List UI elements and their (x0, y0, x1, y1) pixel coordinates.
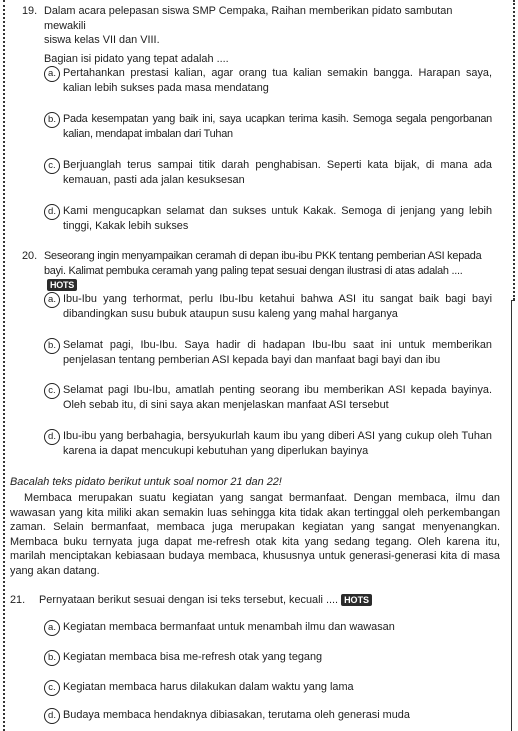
option-text: Budaya membaca hendaknya dibiasakan, terutama oleh generasi muda (63, 709, 410, 721)
question-number: 20. (22, 250, 38, 262)
speech-passage: Membaca merupakan suatu kegiatan yang sangat bermanfaat. Dengan membaca, ilmu dan wawasan yang kita miliki akan semakin luas sehingga kita tidak akan tertinggal oleh perkembangan zaman. Selain bermanfaat, membaca juga merupakan kegiatan yang sangat menyenangkan. Membaca buku ternyata juga dapat me-refresh otak kita yang sedang tegang. Oleh karena itu, marilah menciptakan kebiasaan budaya membaca, khususnya untuk generasi-generasi kita di masa yang akan datang. (10, 492, 500, 577)
option-text: Ibu-ibu yang berbahagia, bersyukurlah kaum ibu yang diberi ASI yang cukup oleh Tuhan karena ia dapat mencukupi kebutuhan yang diperlukan bayinya (63, 430, 492, 457)
option-d[interactable] (44, 204, 492, 233)
option-letter: c. (44, 383, 60, 399)
stem-line: Dalam acara pelepasan siswa SMP Cempaka, Raihan memberikan pidato sambutan mewakili (44, 5, 453, 32)
question-19 (22, 4, 492, 66)
option-b[interactable] (44, 650, 492, 665)
option-letter: c. (44, 680, 60, 696)
option-letter: a. (44, 292, 60, 308)
right-dotted-border (513, 0, 515, 300)
hots-badge: HOTS (47, 279, 77, 291)
option-text: Ibu-Ibu yang terhormat, perlu Ibu-Ibu ketahui bahwa ASI itu sangat baik bagi bayi dibandingkan susu bubuk ataupun susu kaleng yang mahal harganya (63, 293, 492, 320)
option-letter: c. (44, 158, 60, 174)
option-b[interactable] (44, 338, 492, 367)
option-text: Kegiatan membaca bermanfaat untuk menambah ilmu dan wawasan (63, 621, 395, 633)
option-text: Selamat pagi Ibu-Ibu, amatlah penting seorang ibu memberikan ASI kepada bayinya. Oleh sebab itu, di sini saya akan menjelaskan manfaat ASI tersebut (63, 384, 492, 411)
option-b[interactable] (44, 112, 492, 141)
option-letter: b. (44, 650, 60, 666)
stem-line: siswa kelas VII dan VIII. (44, 34, 160, 47)
option-letter: d. (44, 429, 60, 445)
question-number: 19. (22, 5, 38, 17)
question-stem (44, 4, 492, 66)
option-letter: d. (44, 708, 60, 724)
option-a[interactable] (44, 620, 492, 635)
option-c[interactable] (44, 680, 492, 695)
option-c[interactable] (44, 158, 492, 187)
option-text: Selamat pagi, Ibu-Ibu. Saya hadir di hadapan Ibu-Ibu saat ini untuk memberikan penjelasan tentang pemberian ASI kepada bayi dan manfaat bagi bayi dan ibu (63, 339, 492, 366)
option-text: Kami mengucapkan selamat dan sukses untuk Kakak. Semoga di jenjang yang lebih tinggi, Kakak lebih sukses (63, 205, 492, 232)
question-stem (44, 249, 492, 293)
left-dotted-border (3, 0, 5, 731)
option-a[interactable] (44, 292, 492, 321)
hots-badge: HOTS (341, 594, 372, 606)
option-letter: b. (44, 338, 60, 354)
option-letter: b. (44, 112, 60, 128)
option-letter: d. (44, 204, 60, 220)
option-d[interactable] (44, 708, 492, 723)
question-21 (10, 593, 492, 608)
reading-instruction: Bacalah teks pidato berikut untuk soal nomor 21 dan 22! (10, 476, 282, 488)
option-text: Kegiatan membaca bisa me-refresh otak yang tegang (63, 651, 323, 663)
question-stem: Pernyataan berikut sesuai dengan isi teks tersebut, kecuali .... HOTS (39, 593, 492, 608)
option-text: Berjuanglah terus sampai titik darah penghabisan. Seperti kata bijak, di mana ada kemauan, pasti ada jalan kesuksesan (63, 159, 492, 186)
option-letter: a. (44, 620, 60, 636)
option-c[interactable] (44, 383, 492, 412)
question-20 (22, 249, 492, 293)
question-prompt: Bagian isi pidato yang tepat adalah .... (44, 52, 229, 65)
right-bracket-line (511, 300, 515, 731)
option-d[interactable] (44, 429, 492, 458)
option-text: Pada kesempatan yang baik ini, saya ucapkan terima kasih. Semoga segala pengorbanan kalian, mendapat imbalan dari Tuhan (63, 113, 492, 140)
option-letter: a. (44, 66, 60, 82)
option-text: Pertahankan prestasi kalian, agar orang tua kalian semakin bangga. Harapan saya, kalian lebih sukses pada masa mendatang (63, 67, 492, 94)
stem-line: Seseorang ingin menyampaikan ceramah di depan ibu-ibu PKK tentang pemberian ASI kepada (44, 250, 482, 262)
option-a[interactable] (44, 66, 492, 95)
question-number: 21. (10, 594, 26, 606)
stem-line: bayi. Kalimat pembuka ceramah yang paling tepat sesuai dengan ilustrasi di atas adalah ....HOTS (44, 264, 463, 291)
option-text: Kegiatan membaca harus dilakukan dalam waktu yang lama (63, 681, 354, 693)
